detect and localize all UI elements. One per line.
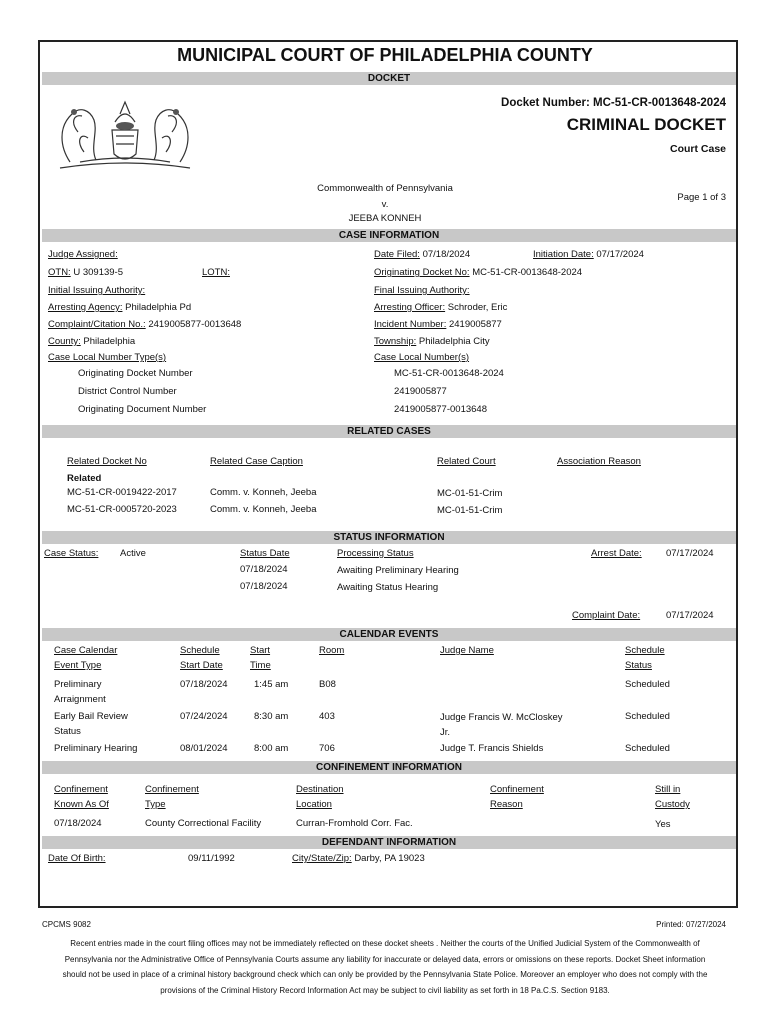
conf-dest-value: Curran-Fromhold Corr. Fac. <box>296 818 413 829</box>
conf-known-header: Confinement <box>54 784 108 795</box>
related-docket-header: Related Docket No <box>67 456 147 467</box>
local-type-item: Originating Docket Number <box>78 368 193 379</box>
conf-dest-header: Location <box>296 799 332 810</box>
conf-type-value: County Correctional Facility <box>145 818 262 829</box>
local-number-label: Case Local Number(s) <box>374 352 470 363</box>
cal-status: Scheduled <box>625 743 670 754</box>
local-number-item: 2419005877-0013648 <box>394 404 487 415</box>
cal-event-type: Status <box>54 726 81 737</box>
judge-assigned-label: Judge Assigned: <box>48 249 118 260</box>
related-caption-header: Related Case Caption <box>210 456 303 467</box>
page-number: Page 1 of 3 <box>677 192 726 203</box>
cal-status: Scheduled <box>625 679 670 690</box>
township-value: Philadelphia City <box>418 336 490 347</box>
related-court: MC-01-51-Crim <box>437 505 503 516</box>
arresting-agency-label: Arresting Agency: <box>48 302 123 313</box>
case-info-bar: CASE INFORMATION <box>42 229 736 242</box>
city-label: City/State/Zip: <box>292 853 352 864</box>
initiation-date: 07/17/2024 <box>596 249 644 260</box>
cal-time: 8:00 am <box>254 743 289 754</box>
processing-status: Awaiting Preliminary Hearing <box>337 565 459 576</box>
related-caption: Comm. v. Konneh, Jeeba <box>210 504 317 515</box>
printed-date: Printed: 07/27/2024 <box>656 920 726 929</box>
related-caption: Comm. v. Konneh, Jeeba <box>210 487 317 498</box>
conf-reason-header: Reason <box>490 799 523 810</box>
conf-custody-header: Custody <box>655 799 690 810</box>
otn-label: OTN: <box>48 267 71 278</box>
cal-judge-header: Judge Name <box>440 645 494 656</box>
initial-authority-label: Initial Issuing Authority: <box>48 285 146 296</box>
county-label: County: <box>48 336 81 347</box>
local-type-item: District Control Number <box>78 386 177 397</box>
cal-status-header: Schedule <box>625 645 665 656</box>
arrest-date: 07/17/2024 <box>666 548 714 559</box>
cal-status: Scheduled <box>625 711 670 722</box>
conf-custody-header: Still in <box>655 784 681 795</box>
conf-type-header: Confinement <box>145 784 199 795</box>
caption-defendant: JEEBA KONNEH <box>348 213 422 224</box>
cal-event-type: Preliminary Hearing <box>54 743 138 754</box>
docket-bar: DOCKET <box>42 72 736 85</box>
status-date-header: Status Date <box>240 548 290 559</box>
incident-number: 2419005877 <box>448 319 502 330</box>
conf-dest-header: Destination <box>296 784 344 795</box>
arresting-officer: Schroder, Eric <box>447 302 508 313</box>
city-value: Darby, PA 19023 <box>354 853 425 864</box>
cal-judge: Judge Francis W. McCloskey <box>440 712 563 723</box>
conf-reason-header: Confinement <box>490 784 544 795</box>
complaint-date-label: Complaint Date: <box>572 610 641 621</box>
caption-versus: v. <box>381 199 389 210</box>
arresting-agency: Philadelphia Pd <box>125 302 192 313</box>
cal-status-header: Status <box>625 660 652 671</box>
status-info-bar: STATUS INFORMATION <box>42 531 736 544</box>
status-date: 07/18/2024 <box>240 564 288 575</box>
processing-status-header: Processing Status <box>337 548 414 559</box>
related-docket: MC-51-CR-0019422-2017 <box>67 487 177 498</box>
cal-date: 07/18/2024 <box>180 679 228 690</box>
cal-room: B08 <box>319 679 336 690</box>
cal-event-type: Preliminary <box>54 679 102 690</box>
township-label: Township: <box>374 336 417 347</box>
dob-value: 09/11/1992 <box>188 853 235 864</box>
disclaimer: Recent entries made in the court filing offices may not be immediately reflected on these docket sheets . Neither the courts of the Unified Judicial System of the Commonwealth of Pennsylvania nor the Administrative Office of Pennsylvania Courts assume any liability for inaccurate or delayed data, errors or omissions on these reports. Docket Sheet information should not be used in place of a criminal history background check which can only be provided by the Pennsylvania State Police. Moreover an employer who does not comply with the provisions of the Criminal History Record Information Act may be subject to civil liability as set forth in 18 Pa.C.S. Section 9183. <box>62 939 708 995</box>
related-court-header: Related Court <box>437 456 496 467</box>
cal-time: 8:30 am <box>254 711 289 722</box>
cal-type-header: Case Calendar <box>54 645 118 656</box>
conf-known-value: 07/18/2024 <box>54 818 102 829</box>
orig-docket-label: Originating Docket No: <box>374 267 470 278</box>
cal-judge: Jr. <box>440 727 451 738</box>
otn-value: U 309139-5 <box>73 267 123 278</box>
caption-commonwealth: Commonwealth of Pennsylvania <box>317 183 453 194</box>
pennsylvania-seal-icon <box>50 92 200 174</box>
dob-label: Date Of Birth: <box>48 853 106 864</box>
cal-event-type: Arraignment <box>54 694 106 705</box>
docket-number: Docket Number: MC-51-CR-0013648-2024 <box>501 97 726 109</box>
cal-time: 1:45 am <box>254 679 289 690</box>
conf-custody-value: Yes <box>655 819 671 830</box>
related-group-label: Related <box>67 473 102 484</box>
docket-type: CRIMINAL DOCKET <box>566 115 726 134</box>
status-date: 07/18/2024 <box>240 581 288 592</box>
cal-judge: Judge T. Francis Shields <box>440 743 544 754</box>
calendar-events-bar: CALENDAR EVENTS <box>42 628 736 641</box>
form-number: CPCMS 9082 <box>42 920 91 929</box>
county-value: Philadelphia <box>83 336 136 347</box>
orig-docket: MC-51-CR-0013648-2024 <box>472 267 583 278</box>
local-type-item: Originating Document Number <box>78 404 207 415</box>
cal-type-header: Event Type <box>54 660 102 671</box>
conf-type-header: Type <box>145 799 166 810</box>
incident-label: Incident Number: <box>374 319 447 330</box>
related-docket: MC-51-CR-0005720-2023 <box>67 504 177 515</box>
case-status-label: Case Status: <box>44 548 99 559</box>
court-title: MUNICIPAL COURT OF PHILADELPHIA COUNTY <box>177 45 593 65</box>
initiation-date-label: Initiation Date: <box>533 249 594 260</box>
court-case-label: Court Case <box>669 143 726 155</box>
cal-room: 706 <box>319 743 335 754</box>
complaint-number: 2419005877-0013648 <box>148 319 242 330</box>
processing-status: Awaiting Status Hearing <box>337 582 439 593</box>
cal-room-header: Room <box>319 645 345 656</box>
local-type-label: Case Local Number Type(s) <box>48 352 167 363</box>
lotn-label: LOTN: <box>202 267 230 278</box>
cal-room: 403 <box>319 711 335 722</box>
complaint-label: Complaint/Citation No.: <box>48 319 146 330</box>
local-number-item: 2419005877 <box>394 386 447 397</box>
date-filed-label: Date Filed: <box>374 249 420 260</box>
case-status-value: Active <box>120 548 146 559</box>
arrest-date-label: Arrest Date: <box>591 548 642 559</box>
arresting-officer-label: Arresting Officer: <box>374 302 446 313</box>
cal-event-type: Early Bail Review <box>54 711 128 722</box>
cal-start-header: Time <box>250 660 271 671</box>
related-court: MC-01-51-Crim <box>437 488 503 499</box>
conf-known-header: Known As Of <box>54 799 109 810</box>
cal-date: 07/24/2024 <box>180 711 228 722</box>
complaint-date: 07/17/2024 <box>666 610 714 621</box>
association-reason-header: Association Reason <box>557 456 641 467</box>
final-authority-label: Final Issuing Authority: <box>374 285 470 296</box>
local-number-item: MC-51-CR-0013648-2024 <box>394 368 504 379</box>
cal-date: 08/01/2024 <box>180 743 228 754</box>
related-cases-bar: RELATED CASES <box>42 425 736 438</box>
cal-start-header: Start <box>250 645 271 656</box>
date-filed: 07/18/2024 <box>422 249 471 260</box>
defendant-info-bar: DEFENDANT INFORMATION <box>42 836 736 849</box>
confinement-bar: CONFINEMENT INFORMATION <box>42 761 736 774</box>
cal-sched-header: Schedule <box>180 645 220 656</box>
cal-sched-header: Start Date <box>180 660 223 671</box>
